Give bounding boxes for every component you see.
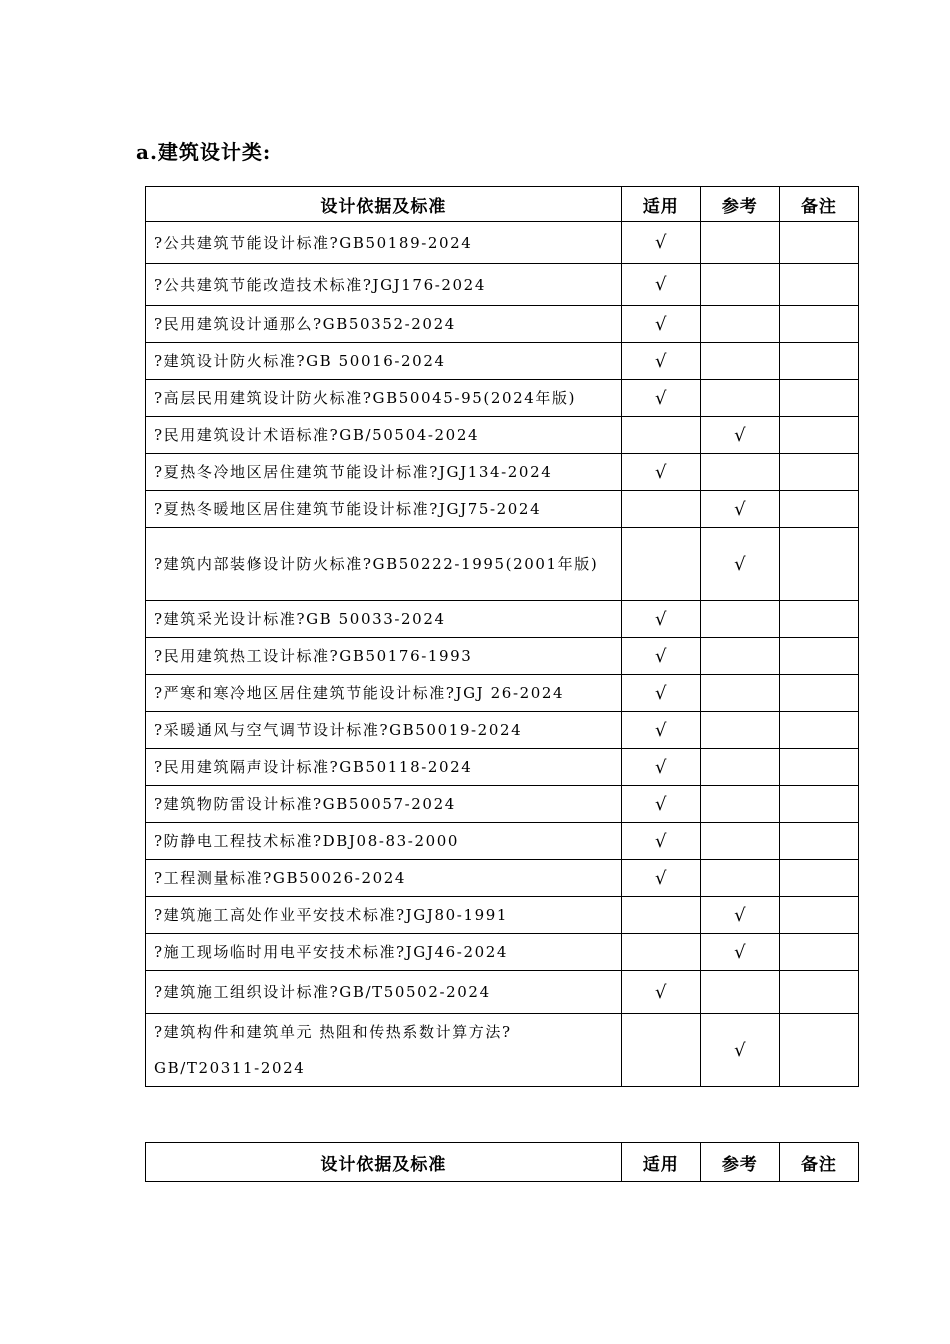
standard-name: ?建筑物防雷设计标准?GB50057-2024 (146, 786, 622, 823)
standard-name: ?夏热冬暖地区居住建筑节能设计标准?JGJ75-2024 (146, 491, 622, 528)
reference-check (700, 306, 779, 343)
remark-cell (779, 712, 858, 749)
applicable-check: √ (621, 860, 700, 897)
applicable-check: √ (621, 971, 700, 1014)
reference-check (700, 712, 779, 749)
table-row (146, 601, 859, 638)
applicable-check: √ (621, 786, 700, 823)
standard-name: ?建筑施工高处作业平安技术标准?JGJ80-1991 (146, 897, 622, 934)
applicable-check (621, 528, 700, 601)
applicable-check: √ (621, 306, 700, 343)
reference-check (700, 264, 779, 306)
reference-check: √ (700, 417, 779, 454)
remark-cell (779, 491, 858, 528)
remark-cell (779, 306, 858, 343)
header-reference: 参考 (700, 1143, 779, 1182)
standard-name: ?夏热冬冷地区居住建筑节能设计标准?JGJ134-2024 (146, 454, 622, 491)
remark-cell (779, 749, 858, 786)
remark-cell (779, 380, 858, 417)
applicable-check: √ (621, 264, 700, 306)
remark-cell (779, 934, 858, 971)
standard-name: ?民用建筑设计术语标准?GB/50504-2024 (146, 417, 622, 454)
standard-name: ?民用建筑设计通那么?GB50352-2024 (146, 306, 622, 343)
reference-check (700, 380, 779, 417)
applicable-check (621, 934, 700, 971)
standard-name: ?民用建筑热工设计标准?GB50176-1993 (146, 638, 622, 675)
remark-cell (779, 343, 858, 380)
table-header-row (146, 187, 859, 222)
table-row (146, 491, 859, 528)
header-standard: 设计依据及标准 (146, 187, 622, 222)
standard-name: ?建筑施工组织设计标准?GB/T50502-2024 (146, 971, 622, 1014)
remark-cell (779, 454, 858, 491)
remark-cell (779, 971, 858, 1014)
applicable-check: √ (621, 675, 700, 712)
header-applicable: 适用 (621, 1143, 700, 1182)
remark-cell (779, 897, 858, 934)
table-row (146, 222, 859, 264)
standard-name: ?建筑内部装修设计防火标准?GB50222-1995(2001年版) (146, 528, 622, 601)
header-applicable: 适用 (621, 187, 700, 222)
reference-check (700, 971, 779, 1014)
table-row (146, 343, 859, 380)
standard-name: ?建筑构件和建筑单元 热阻和传热系数计算方法?GB/T20311-2024 (146, 1014, 622, 1087)
header-remark: 备注 (779, 1143, 858, 1182)
reference-check (700, 823, 779, 860)
reference-check: √ (700, 491, 779, 528)
standard-name: ?民用建筑隔声设计标准?GB50118-2024 (146, 749, 622, 786)
section-title: a.建筑设计类: (136, 140, 272, 164)
remark-cell (779, 1014, 858, 1087)
applicable-check: √ (621, 601, 700, 638)
applicable-check: √ (621, 749, 700, 786)
remark-cell (779, 860, 858, 897)
applicable-check: √ (621, 712, 700, 749)
remark-cell (779, 417, 858, 454)
remark-cell (779, 823, 858, 860)
reference-check (700, 860, 779, 897)
remark-cell (779, 222, 858, 264)
table-row (146, 897, 859, 934)
remark-cell (779, 264, 858, 306)
table-row (146, 528, 859, 601)
remark-cell (779, 601, 858, 638)
standard-name: ?公共建筑节能设计标准?GB50189-2024 (146, 222, 622, 264)
table-row (146, 860, 859, 897)
applicable-check: √ (621, 380, 700, 417)
header-standard: 设计依据及标准 (146, 1143, 622, 1182)
standards-table (145, 186, 859, 1087)
table-row (146, 675, 859, 712)
reference-check: √ (700, 1014, 779, 1087)
header-remark: 备注 (779, 187, 858, 222)
remark-cell (779, 786, 858, 823)
remark-cell (779, 675, 858, 712)
standard-name: ?防静电工程技术标准?DBJ08-83-2000 (146, 823, 622, 860)
table-row (146, 454, 859, 491)
table-row (146, 712, 859, 749)
reference-check (700, 454, 779, 491)
table-row (146, 638, 859, 675)
standard-name: ?公共建筑节能改造技术标准?JGJ176-2024 (146, 264, 622, 306)
applicable-check: √ (621, 638, 700, 675)
table-row (146, 380, 859, 417)
applicable-check: √ (621, 222, 700, 264)
applicable-check (621, 1014, 700, 1087)
standard-name: ?严寒和寒冷地区居住建筑节能设计标准?JGJ 26-2024 (146, 675, 622, 712)
table-row (146, 749, 859, 786)
reference-check: √ (700, 528, 779, 601)
reference-check (700, 638, 779, 675)
applicable-check (621, 897, 700, 934)
reference-check (700, 222, 779, 264)
table-row (146, 306, 859, 343)
table-header-row (146, 1143, 859, 1182)
table-row (146, 786, 859, 823)
standards-table-continued (145, 1142, 859, 1182)
table-row (146, 264, 859, 306)
standard-name: ?工程测量标准?GB50026-2024 (146, 860, 622, 897)
table-row (146, 934, 859, 971)
standard-name: ?施工现场临时用电平安技术标准?JGJ46-2024 (146, 934, 622, 971)
applicable-check: √ (621, 823, 700, 860)
table-row (146, 417, 859, 454)
table-row (146, 823, 859, 860)
applicable-check: √ (621, 343, 700, 380)
applicable-check: √ (621, 454, 700, 491)
standard-name: ?采暖通风与空气调节设计标准?GB50019-2024 (146, 712, 622, 749)
reference-check (700, 786, 779, 823)
standard-name: ?高层民用建筑设计防火标准?GB50045-95(2024年版) (146, 380, 622, 417)
reference-check (700, 675, 779, 712)
standard-name: ?建筑设计防火标准?GB 50016-2024 (146, 343, 622, 380)
table-row (146, 1014, 859, 1087)
standard-name: ?建筑采光设计标准?GB 50033-2024 (146, 601, 622, 638)
applicable-check (621, 417, 700, 454)
remark-cell (779, 638, 858, 675)
reference-check: √ (700, 934, 779, 971)
remark-cell (779, 528, 858, 601)
reference-check (700, 343, 779, 380)
table-row (146, 971, 859, 1014)
applicable-check (621, 491, 700, 528)
reference-check: √ (700, 897, 779, 934)
reference-check (700, 601, 779, 638)
reference-check (700, 749, 779, 786)
header-reference: 参考 (700, 187, 779, 222)
